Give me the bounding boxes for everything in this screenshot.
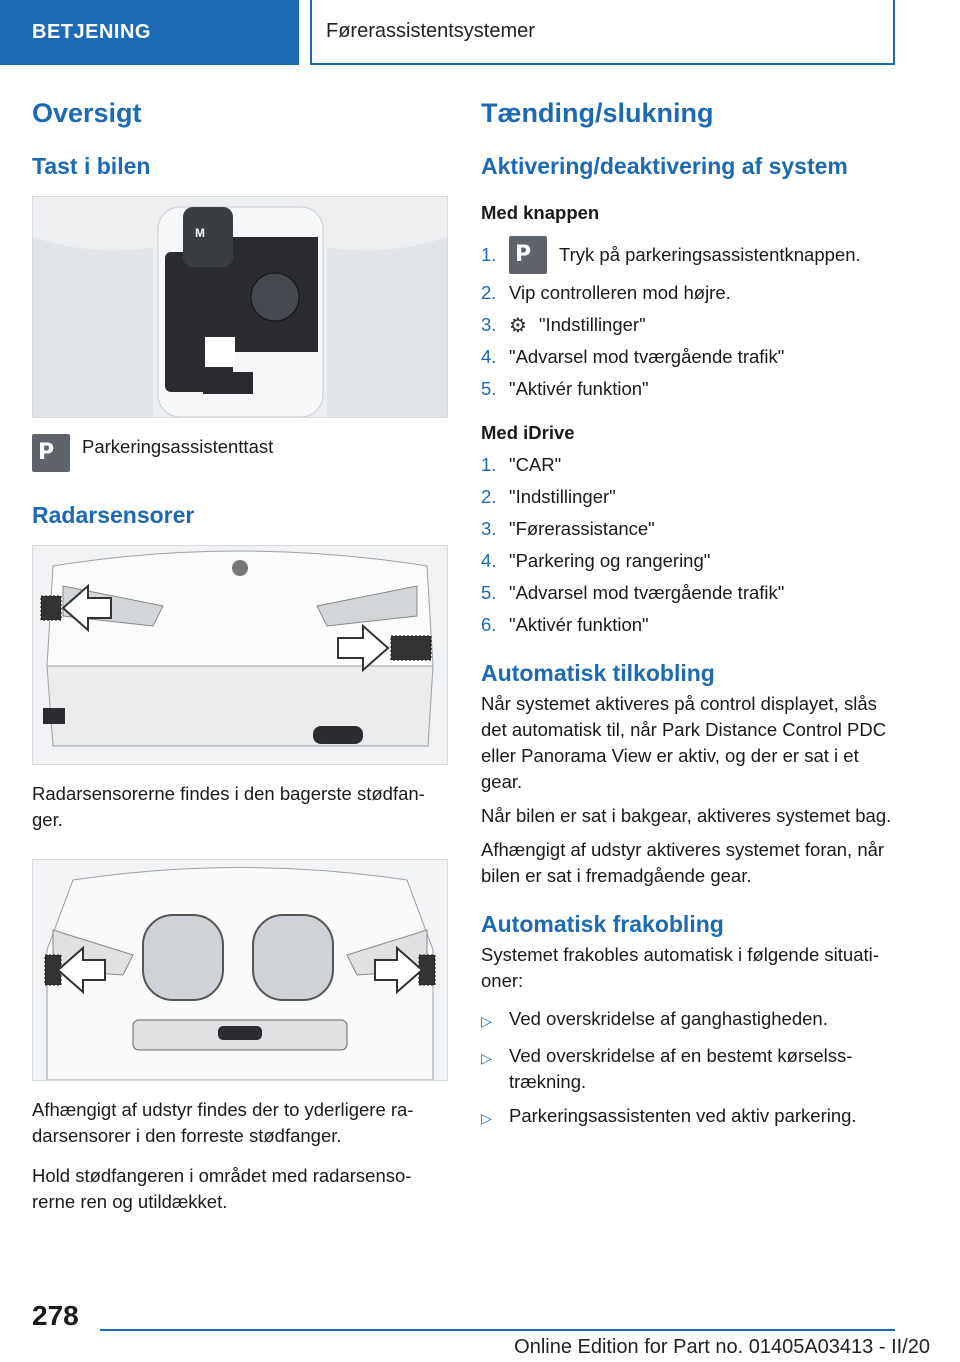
- triangle-bullet-icon: ▷: [481, 1051, 492, 1067]
- subheading-idrive: Med iDrive: [481, 422, 575, 443]
- paragraph-front-sensors: Afhængigt af udstyr findes der to yderligere ra-darsensorer i den forreste stødfanger.: [32, 1099, 414, 1146]
- heading-tilkobling: Automatisk tilkobling: [481, 660, 715, 686]
- list-item: 3. "Førerassistance": [481, 518, 655, 539]
- rear-car-illustration: [33, 546, 447, 764]
- heading-frakobling: Automatisk frakobling: [481, 911, 724, 937]
- console-image: [32, 196, 448, 418]
- list-item: 2. "Indstillinger": [481, 486, 616, 507]
- list-item: 5. "Advarsel mod tværgående trafik": [481, 582, 785, 603]
- paragraph-tilkobling-3: Afhængigt af udstyr aktiveres systemet foran, når bilen er sat i fremadgående gear.: [481, 839, 885, 886]
- rear-bumper-image: [32, 545, 448, 765]
- paragraph-tilkobling-1: Når systemet aktiveres på control displayet, slås det automatisk til, når Park Distance Control PDC eller Panorama View er aktiv, og der er sat i et gear.: [481, 693, 887, 792]
- list-item: 3. ⚙ "Indstillinger": [481, 313, 646, 337]
- subheading-knappen: Med knappen: [481, 202, 600, 223]
- list-item: 4. "Advarsel mod tværgående trafik": [481, 346, 785, 367]
- heading-oversigt: Oversigt: [32, 98, 142, 128]
- footer-edition: Online Edition for Part no. 01405A03413 - II/20: [514, 1336, 930, 1358]
- list-item: ▷ Parkeringsassistenten ved aktiv parkering.: [481, 1103, 901, 1132]
- parking-assistant-button-icon: P: [509, 236, 547, 274]
- svg-text:M: M: [195, 226, 205, 240]
- front-bumper-image: [32, 859, 448, 1081]
- list-item: ▷ Ved overskridelse af en bestemt kørselss-trækning.: [481, 1043, 901, 1095]
- list-item: 4. "Parkering og rangering": [481, 550, 711, 571]
- idrive-steps: [481, 452, 901, 638]
- console-illustration: [33, 197, 447, 417]
- left-column: [32, 98, 448, 1215]
- paragraph-rear-sensors: Radarsensorerne findes i den bagerste stødfan-ger.: [32, 783, 425, 830]
- list-item: 2. Vip controlleren mod højre.: [481, 282, 731, 303]
- page-number: 278: [32, 1300, 79, 1331]
- heading-taending: Tænding/slukning: [481, 98, 714, 128]
- list-item: 1. P Tryk på parkeringsassistentknappen.: [481, 236, 901, 274]
- triangle-bullet-icon: ▷: [481, 1014, 492, 1030]
- heading-tast: Tast i bilen: [32, 153, 151, 179]
- header-chapter: Førerassistentsystemer: [310, 0, 895, 65]
- icon-caption: Parkeringsassistenttast: [82, 436, 274, 457]
- list-item: 6. "Aktivér funktion": [481, 614, 649, 635]
- gear-icon: ⚙: [509, 313, 527, 337]
- right-column: [481, 98, 901, 1140]
- heading-aktivering: Aktivering/deaktivering af system: [481, 153, 848, 179]
- frakobling-bullets: [481, 1006, 901, 1132]
- header-section: BETJENING: [0, 0, 299, 65]
- paragraph-tilkobling-2: Når bilen er sat i bakgear, aktiveres systemet bag.: [481, 805, 892, 826]
- paragraph-frakobling: Systemet frakobles automatisk i følgende situati-oner:: [481, 944, 879, 991]
- triangle-bullet-icon: ▷: [481, 1111, 492, 1127]
- heading-radar: Radarsensorer: [32, 502, 195, 528]
- list-item: ▷ Ved overskridelse af ganghastigheden.: [481, 1006, 901, 1035]
- front-car-illustration: [33, 860, 447, 1080]
- paragraph-keep-clean: Hold stødfangeren i området med radarsenso-rerne ren og utildækket.: [32, 1165, 412, 1212]
- parking-assistant-icon: P: [32, 434, 70, 472]
- list-item: 1. "CAR": [481, 454, 562, 475]
- footer-rule: [100, 1329, 895, 1331]
- list-item: 5. "Aktivér funktion": [481, 378, 649, 399]
- knappen-steps: [481, 236, 901, 402]
